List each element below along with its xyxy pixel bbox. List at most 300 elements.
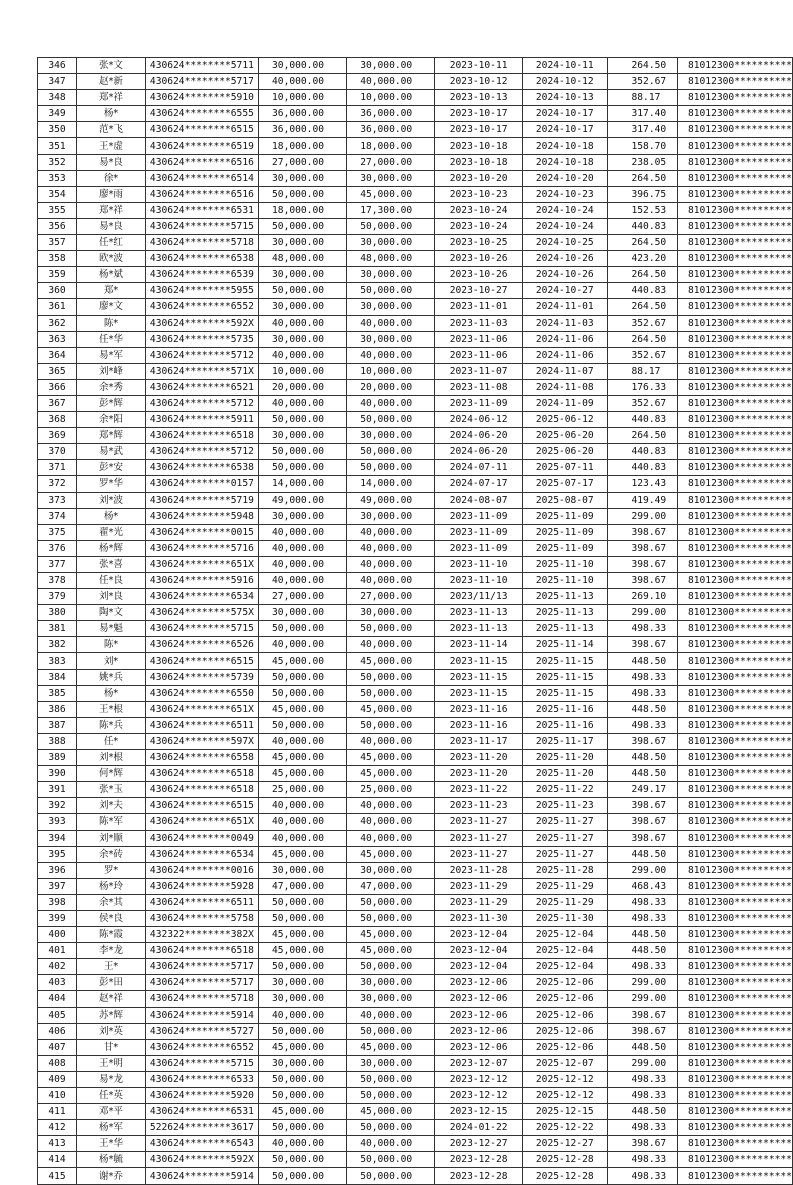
interest-cell: 299.00: [607, 862, 677, 878]
loan-amount-cell: 47,000.00: [258, 878, 346, 894]
id-number-cell: 430624********5920: [145, 1088, 258, 1104]
start-date-cell: 2023-11-27: [435, 830, 523, 846]
interest-cell: 440.83: [607, 283, 677, 299]
account-number-cell: 81012300**********: [677, 685, 792, 701]
end-date-cell: 2024-11-06: [523, 347, 607, 363]
loan-amount-cell: 20,000.00: [258, 379, 346, 395]
borrower-name-cell: 罗*华: [77, 476, 146, 492]
balance-amount-cell: 25,000.00: [347, 782, 435, 798]
account-number-cell: 81012300**********: [677, 894, 792, 910]
table-row: [38, 283, 793, 299]
id-number-cell: 430624********0015: [145, 524, 258, 540]
start-date-cell: 2023-12-28: [435, 1152, 523, 1168]
row-number-cell: 407: [38, 1039, 77, 1055]
start-date-cell: 2023-11-15: [435, 685, 523, 701]
loan-amount-cell: 50,000.00: [258, 186, 346, 202]
account-number-cell: 81012300**********: [677, 186, 792, 202]
start-date-cell: 2023-10-26: [435, 267, 523, 283]
end-date-cell: 2024-11-07: [523, 363, 607, 379]
start-date-cell: 2023/11/13: [435, 589, 523, 605]
account-number-cell: 81012300**********: [677, 1104, 792, 1120]
start-date-cell: 2024-06-20: [435, 428, 523, 444]
row-number-cell: 365: [38, 363, 77, 379]
id-number-cell: 430624********5910: [145, 90, 258, 106]
loan-amount-cell: 40,000.00: [258, 1007, 346, 1023]
id-number-cell: 430624********651X: [145, 814, 258, 830]
interest-cell: 448.50: [607, 943, 677, 959]
loan-amount-cell: 18,000.00: [258, 138, 346, 154]
balance-amount-cell: 36,000.00: [347, 122, 435, 138]
loan-amount-cell: 50,000.00: [258, 460, 346, 476]
account-number-cell: 81012300**********: [677, 428, 792, 444]
id-number-cell: 430624********6538: [145, 251, 258, 267]
start-date-cell: 2023-12-06: [435, 1023, 523, 1039]
row-number-cell: 377: [38, 556, 77, 572]
id-number-cell: 432322********382X: [145, 927, 258, 943]
balance-amount-cell: 50,000.00: [347, 1023, 435, 1039]
start-date-cell: 2023-12-06: [435, 991, 523, 1007]
row-number-cell: 350: [38, 122, 77, 138]
table-row: [38, 154, 793, 170]
table-row: [38, 1088, 793, 1104]
loan-amount-cell: 50,000.00: [258, 959, 346, 975]
end-date-cell: 2024-10-25: [523, 235, 607, 251]
balance-amount-cell: 30,000.00: [347, 862, 435, 878]
borrower-name-cell: 刘*夫: [77, 798, 146, 814]
borrower-name-cell: 王*: [77, 959, 146, 975]
start-date-cell: 2023-11-16: [435, 701, 523, 717]
account-number-cell: 81012300**********: [677, 1088, 792, 1104]
account-number-cell: 81012300**********: [677, 58, 792, 74]
interest-cell: 123.43: [607, 476, 677, 492]
balance-amount-cell: 50,000.00: [347, 1071, 435, 1087]
row-number-cell: 362: [38, 315, 77, 331]
borrower-name-cell: 姚*兵: [77, 669, 146, 685]
end-date-cell: 2025-11-20: [523, 750, 607, 766]
borrower-name-cell: 刘*波: [77, 492, 146, 508]
start-date-cell: 2023-11-08: [435, 379, 523, 395]
borrower-name-cell: 陈*兵: [77, 717, 146, 733]
loan-amount-cell: 45,000.00: [258, 701, 346, 717]
table-row: [38, 782, 793, 798]
account-number-cell: 81012300**********: [677, 299, 792, 315]
id-number-cell: 430624********5715: [145, 218, 258, 234]
id-number-cell: 430624********5712: [145, 395, 258, 411]
row-number-cell: 375: [38, 524, 77, 540]
account-number-cell: 81012300**********: [677, 556, 792, 572]
start-date-cell: 2024-06-12: [435, 412, 523, 428]
loan-amount-cell: 25,000.00: [258, 782, 346, 798]
end-date-cell: 2025-12-06: [523, 991, 607, 1007]
row-number-cell: 403: [38, 975, 77, 991]
interest-cell: 299.00: [607, 975, 677, 991]
balance-amount-cell: 45,000.00: [347, 701, 435, 717]
id-number-cell: 430624********651X: [145, 701, 258, 717]
id-number-cell: 430624********6558: [145, 750, 258, 766]
id-number-cell: 430624********5715: [145, 621, 258, 637]
table-row: [38, 1055, 793, 1071]
borrower-name-cell: 陈*军: [77, 814, 146, 830]
borrower-name-cell: 刘*英: [77, 1023, 146, 1039]
interest-cell: 448.50: [607, 1039, 677, 1055]
id-number-cell: 430624********5717: [145, 959, 258, 975]
row-number-cell: 404: [38, 991, 77, 1007]
table-row: [38, 1136, 793, 1152]
row-number-cell: 367: [38, 395, 77, 411]
end-date-cell: 2025-12-22: [523, 1120, 607, 1136]
loan-amount-cell: 45,000.00: [258, 653, 346, 669]
start-date-cell: 2023-11-30: [435, 910, 523, 926]
id-number-cell: 430624********651X: [145, 556, 258, 572]
account-number-cell: 81012300**********: [677, 540, 792, 556]
row-number-cell: 348: [38, 90, 77, 106]
end-date-cell: 2024-10-27: [523, 283, 607, 299]
table-row: [38, 540, 793, 556]
interest-cell: 498.33: [607, 1088, 677, 1104]
account-number-cell: 81012300**********: [677, 154, 792, 170]
start-date-cell: 2024-07-17: [435, 476, 523, 492]
balance-amount-cell: 50,000.00: [347, 218, 435, 234]
balance-amount-cell: 50,000.00: [347, 669, 435, 685]
end-date-cell: 2025-12-04: [523, 927, 607, 943]
id-number-cell: 430624********5712: [145, 444, 258, 460]
end-date-cell: 2025-11-09: [523, 540, 607, 556]
interest-cell: 299.00: [607, 508, 677, 524]
balance-amount-cell: 40,000.00: [347, 814, 435, 830]
start-date-cell: 2023-12-06: [435, 975, 523, 991]
id-number-cell: 430624********6518: [145, 782, 258, 798]
borrower-name-cell: 易*良: [77, 154, 146, 170]
row-number-cell: 351: [38, 138, 77, 154]
interest-cell: 498.33: [607, 621, 677, 637]
table-row: [38, 717, 793, 733]
id-number-cell: 430624********6543: [145, 1136, 258, 1152]
table-row: [38, 621, 793, 637]
interest-cell: 264.50: [607, 299, 677, 315]
id-number-cell: 430624********5739: [145, 669, 258, 685]
account-number-cell: 81012300**********: [677, 621, 792, 637]
start-date-cell: 2023-10-11: [435, 58, 523, 74]
borrower-name-cell: 杨*军: [77, 1120, 146, 1136]
id-number-cell: 430624********5718: [145, 991, 258, 1007]
interest-cell: 264.50: [607, 331, 677, 347]
start-date-cell: 2023-12-06: [435, 1007, 523, 1023]
end-date-cell: 2025-12-28: [523, 1168, 607, 1184]
row-number-cell: 400: [38, 927, 77, 943]
account-number-cell: 81012300**********: [677, 524, 792, 540]
borrower-name-cell: 赵*新: [77, 74, 146, 90]
row-number-cell: 382: [38, 637, 77, 653]
row-number-cell: 363: [38, 331, 77, 347]
row-number-cell: 397: [38, 878, 77, 894]
account-number-cell: 81012300**********: [677, 202, 792, 218]
balance-amount-cell: 18,000.00: [347, 138, 435, 154]
start-date-cell: 2023-10-27: [435, 283, 523, 299]
table-row: [38, 508, 793, 524]
row-number-cell: 364: [38, 347, 77, 363]
interest-cell: 299.00: [607, 1055, 677, 1071]
table-row: [38, 846, 793, 862]
id-number-cell: 430624********6518: [145, 943, 258, 959]
loan-amount-cell: 27,000.00: [258, 589, 346, 605]
start-date-cell: 2023-12-04: [435, 943, 523, 959]
borrower-name-cell: 陶*文: [77, 605, 146, 621]
table-row: [38, 395, 793, 411]
account-number-cell: 81012300**********: [677, 927, 792, 943]
account-number-cell: 81012300**********: [677, 218, 792, 234]
start-date-cell: 2023-11-13: [435, 605, 523, 621]
table-row: [38, 975, 793, 991]
account-number-cell: 81012300**********: [677, 943, 792, 959]
id-number-cell: 430624********5719: [145, 492, 258, 508]
borrower-name-cell: 彭*辉: [77, 395, 146, 411]
loan-amount-cell: 48,000.00: [258, 251, 346, 267]
balance-amount-cell: 50,000.00: [347, 283, 435, 299]
start-date-cell: 2023-10-18: [435, 138, 523, 154]
id-number-cell: 430624********5758: [145, 910, 258, 926]
borrower-name-cell: 郑*祥: [77, 90, 146, 106]
table-row: [38, 267, 793, 283]
balance-amount-cell: 30,000.00: [347, 508, 435, 524]
end-date-cell: 2024-10-23: [523, 186, 607, 202]
balance-amount-cell: 40,000.00: [347, 395, 435, 411]
loan-amount-cell: 50,000.00: [258, 717, 346, 733]
interest-cell: 264.50: [607, 170, 677, 186]
balance-amount-cell: 40,000.00: [347, 315, 435, 331]
borrower-name-cell: 翟*光: [77, 524, 146, 540]
loan-amount-cell: 50,000.00: [258, 910, 346, 926]
start-date-cell: 2023-12-12: [435, 1088, 523, 1104]
table-row: [38, 251, 793, 267]
interest-cell: 317.40: [607, 106, 677, 122]
borrower-name-cell: 刘*顺: [77, 830, 146, 846]
id-number-cell: 430624********6550: [145, 685, 258, 701]
balance-amount-cell: 50,000.00: [347, 685, 435, 701]
borrower-name-cell: 徐*: [77, 170, 146, 186]
start-date-cell: 2023-11-20: [435, 766, 523, 782]
account-number-cell: 81012300**********: [677, 1120, 792, 1136]
account-number-cell: 81012300**********: [677, 717, 792, 733]
interest-cell: 152.53: [607, 202, 677, 218]
row-number-cell: 389: [38, 750, 77, 766]
end-date-cell: 2025-11-15: [523, 653, 607, 669]
end-date-cell: 2025-12-12: [523, 1071, 607, 1087]
end-date-cell: 2024-10-24: [523, 202, 607, 218]
id-number-cell: 430624********5716: [145, 540, 258, 556]
balance-amount-cell: 30,000.00: [347, 267, 435, 283]
table-row: [38, 218, 793, 234]
loan-amount-cell: 49,000.00: [258, 492, 346, 508]
interest-cell: 264.50: [607, 235, 677, 251]
row-number-cell: 405: [38, 1007, 77, 1023]
id-number-cell: 430624********5914: [145, 1168, 258, 1184]
balance-amount-cell: 30,000.00: [347, 605, 435, 621]
id-number-cell: 430624********6552: [145, 299, 258, 315]
start-date-cell: 2023-11-28: [435, 862, 523, 878]
start-date-cell: 2023-11-13: [435, 621, 523, 637]
start-date-cell: 2023-10-17: [435, 122, 523, 138]
row-number-cell: 401: [38, 943, 77, 959]
end-date-cell: 2025-12-28: [523, 1152, 607, 1168]
borrower-name-cell: 余*秀: [77, 379, 146, 395]
interest-cell: 448.50: [607, 766, 677, 782]
start-date-cell: 2023-10-17: [435, 106, 523, 122]
table-row: [38, 1152, 793, 1168]
interest-cell: 396.75: [607, 186, 677, 202]
table-row: [38, 814, 793, 830]
start-date-cell: 2023-12-12: [435, 1071, 523, 1087]
loan-amount-cell: 50,000.00: [258, 283, 346, 299]
balance-amount-cell: 40,000.00: [347, 1007, 435, 1023]
account-number-cell: 81012300**********: [677, 701, 792, 717]
balance-amount-cell: 30,000.00: [347, 428, 435, 444]
account-number-cell: 81012300**********: [677, 251, 792, 267]
account-number-cell: 81012300**********: [677, 395, 792, 411]
interest-cell: 264.50: [607, 428, 677, 444]
account-number-cell: 81012300**********: [677, 959, 792, 975]
interest-cell: 448.50: [607, 1104, 677, 1120]
loan-amount-cell: 40,000.00: [258, 315, 346, 331]
loan-amount-cell: 45,000.00: [258, 846, 346, 862]
interest-cell: 317.40: [607, 122, 677, 138]
loan-amount-cell: 50,000.00: [258, 1168, 346, 1184]
balance-amount-cell: 40,000.00: [347, 540, 435, 556]
table-row: [38, 58, 793, 74]
row-number-cell: 383: [38, 653, 77, 669]
start-date-cell: 2023-11-29: [435, 894, 523, 910]
balance-amount-cell: 40,000.00: [347, 74, 435, 90]
account-number-cell: 81012300**********: [677, 106, 792, 122]
start-date-cell: 2023-11-17: [435, 733, 523, 749]
interest-cell: 398.67: [607, 556, 677, 572]
start-date-cell: 2023-11-23: [435, 798, 523, 814]
table-row: [38, 90, 793, 106]
table-row: [38, 991, 793, 1007]
id-number-cell: 430624********5914: [145, 1007, 258, 1023]
id-number-cell: 430624********6538: [145, 460, 258, 476]
id-number-cell: 430624********592X: [145, 1152, 258, 1168]
loan-amount-cell: 10,000.00: [258, 363, 346, 379]
row-number-cell: 360: [38, 283, 77, 299]
borrower-name-cell: 欧*波: [77, 251, 146, 267]
id-number-cell: 430624********6539: [145, 267, 258, 283]
table-row: [38, 460, 793, 476]
table-body: [38, 58, 793, 1185]
loan-amount-cell: 50,000.00: [258, 1152, 346, 1168]
end-date-cell: 2024-10-17: [523, 122, 607, 138]
table-row: [38, 959, 793, 975]
table-row: [38, 331, 793, 347]
start-date-cell: 2023-12-04: [435, 927, 523, 943]
interest-cell: 498.33: [607, 1120, 677, 1136]
end-date-cell: 2025-11-10: [523, 573, 607, 589]
row-number-cell: 393: [38, 814, 77, 830]
end-date-cell: 2025-11-29: [523, 878, 607, 894]
table-row: [38, 878, 793, 894]
borrower-name-cell: 张*喜: [77, 556, 146, 572]
start-date-cell: 2023-11-14: [435, 637, 523, 653]
end-date-cell: 2025-11-14: [523, 637, 607, 653]
interest-cell: 398.67: [607, 573, 677, 589]
table-row: [38, 573, 793, 589]
table-row: [38, 74, 793, 90]
row-number-cell: 357: [38, 235, 77, 251]
end-date-cell: 2024-11-03: [523, 315, 607, 331]
id-number-cell: 430624********6515: [145, 798, 258, 814]
balance-amount-cell: 45,000.00: [347, 1104, 435, 1120]
id-number-cell: 430624********6526: [145, 637, 258, 653]
start-date-cell: 2023-11-10: [435, 573, 523, 589]
balance-amount-cell: 45,000.00: [347, 186, 435, 202]
borrower-name-cell: 王*明: [77, 1055, 146, 1071]
balance-amount-cell: 40,000.00: [347, 1136, 435, 1152]
borrower-name-cell: 任*华: [77, 331, 146, 347]
account-number-cell: 81012300**********: [677, 122, 792, 138]
table-row: [38, 235, 793, 251]
table-row: [38, 943, 793, 959]
interest-cell: 440.83: [607, 412, 677, 428]
loan-amount-cell: 50,000.00: [258, 412, 346, 428]
end-date-cell: 2025-07-11: [523, 460, 607, 476]
end-date-cell: 2025-11-20: [523, 766, 607, 782]
balance-amount-cell: 50,000.00: [347, 910, 435, 926]
id-number-cell: 430624********5911: [145, 412, 258, 428]
start-date-cell: 2024-08-07: [435, 492, 523, 508]
interest-cell: 398.67: [607, 798, 677, 814]
balance-amount-cell: 17,300.00: [347, 202, 435, 218]
table-row: [38, 106, 793, 122]
interest-cell: 448.50: [607, 653, 677, 669]
balance-amount-cell: 45,000.00: [347, 927, 435, 943]
interest-cell: 498.33: [607, 685, 677, 701]
loan-amount-cell: 30,000.00: [258, 605, 346, 621]
borrower-name-cell: 甘*: [77, 1039, 146, 1055]
account-number-cell: 81012300**********: [677, 798, 792, 814]
balance-amount-cell: 20,000.00: [347, 379, 435, 395]
row-number-cell: 390: [38, 766, 77, 782]
loan-amount-cell: 40,000.00: [258, 347, 346, 363]
balance-amount-cell: 30,000.00: [347, 991, 435, 1007]
end-date-cell: 2025-11-13: [523, 589, 607, 605]
balance-amount-cell: 30,000.00: [347, 299, 435, 315]
table-row: [38, 363, 793, 379]
table-row: [38, 1007, 793, 1023]
row-number-cell: 398: [38, 894, 77, 910]
id-number-cell: 430624********0157: [145, 476, 258, 492]
account-number-cell: 81012300**********: [677, 653, 792, 669]
row-number-cell: 412: [38, 1120, 77, 1136]
table-row: [38, 750, 793, 766]
balance-amount-cell: 30,000.00: [347, 170, 435, 186]
row-number-cell: 353: [38, 170, 77, 186]
balance-amount-cell: 30,000.00: [347, 975, 435, 991]
loan-amount-cell: 45,000.00: [258, 1104, 346, 1120]
account-number-cell: 81012300**********: [677, 605, 792, 621]
account-number-cell: 81012300**********: [677, 782, 792, 798]
account-number-cell: 81012300**********: [677, 412, 792, 428]
interest-cell: 352.67: [607, 347, 677, 363]
start-date-cell: 2024-01-22: [435, 1120, 523, 1136]
interest-cell: 498.33: [607, 959, 677, 975]
row-number-cell: 408: [38, 1055, 77, 1071]
loan-amount-cell: 30,000.00: [258, 235, 346, 251]
start-date-cell: 2023-12-27: [435, 1136, 523, 1152]
end-date-cell: 2025-06-12: [523, 412, 607, 428]
start-date-cell: 2023-12-04: [435, 959, 523, 975]
end-date-cell: 2025-12-06: [523, 1023, 607, 1039]
interest-cell: 398.67: [607, 540, 677, 556]
account-number-cell: 81012300**********: [677, 460, 792, 476]
